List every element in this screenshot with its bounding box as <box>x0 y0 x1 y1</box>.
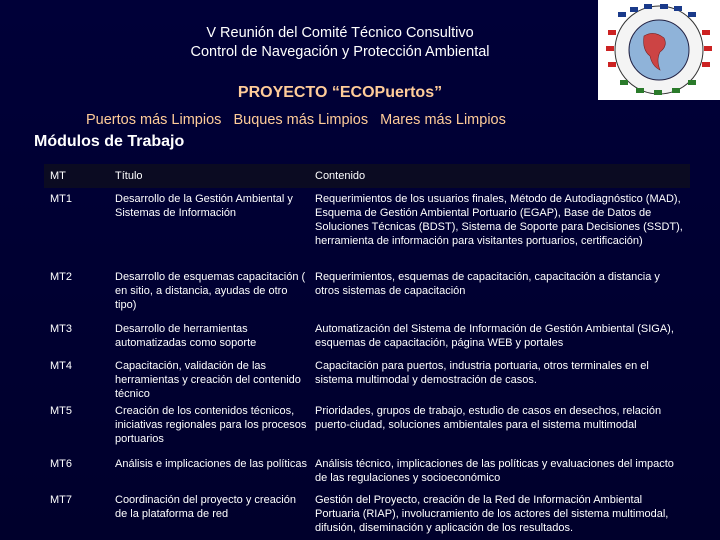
header-contenido: Contenido <box>315 170 366 182</box>
cell-titulo: Desarrollo de la Gestión Ambiental y Sistemas de Información <box>115 193 293 219</box>
cell-mt: MT4 <box>50 360 72 372</box>
cell-titulo: Análisis e implicaciones de las políticas <box>115 458 307 470</box>
cell-contenido: Requerimientos de los usuarios finales, Método de Autodiagnóstico (MAD), Esquema de Gestión Ambiental Portuario (EGAP), Base de Datos de Soluciones Técnicas (BDST), Sistema de Soporte para Decisiones (SSDT), herramienta de información para visitantes portuarios, certificación) <box>315 193 683 247</box>
table-row <box>44 404 690 457</box>
table-row <box>44 359 690 404</box>
table-row <box>44 270 690 322</box>
modules-table <box>44 164 690 538</box>
cell-titulo: Capacitación, validación de las herramientas y creación del contenido técnico <box>115 360 301 400</box>
cell-mt: MT5 <box>50 405 72 417</box>
header-titulo: Título <box>115 170 143 182</box>
project-slogan: Puertos más Limpios Buques más Limpios Mares más Limpios <box>86 112 506 128</box>
table-row <box>44 322 690 359</box>
cell-contenido: Automatización del Sistema de Información de Gestión Ambiental (SIGA), esquemas de capacitación, página WEB y portales <box>315 323 674 349</box>
logo <box>598 0 720 100</box>
header-mt: MT <box>50 170 66 182</box>
cell-titulo: Desarrollo de esquemas capacitación ( en sitio, a distancia, ayudas de otro tipo) <box>115 271 306 311</box>
cell-titulo: Creación de los contenidos técnicos, iniciativas regionales para los procesos portuarios <box>115 405 307 445</box>
meeting-subtitle: Control de Navegación y Protección Ambiental <box>190 44 490 60</box>
cell-mt: MT1 <box>50 193 72 205</box>
table-row <box>44 457 690 493</box>
inter-american-ports-commission-logo-icon <box>598 0 720 100</box>
table-row <box>44 493 690 538</box>
cell-mt: MT3 <box>50 323 72 335</box>
table-header-row <box>44 164 690 188</box>
modules-heading: Módulos de Trabajo <box>34 133 185 150</box>
cell-contenido: Capacitación para puertos, industria portuaria, otros terminales en el sistema multimodal y demostración de casos. <box>315 360 649 386</box>
cell-contenido: Gestión del Proyecto, creación de la Red de Información Ambiental Portuaria (RIAP), involucramiento de los actores del sistema multimodal, difusión, diseminación y aplicación de los resultados. <box>315 494 669 534</box>
cell-mt: MT2 <box>50 271 72 283</box>
cell-titulo: Coordinación del proyecto y creación de la plataforma de red <box>115 494 296 520</box>
meeting-title: V Reunión del Comité Técnico Consultivo <box>206 25 474 41</box>
cell-contenido: Prioridades, grupos de trabajo, estudio de casos en desechos, relación puerto-ciudad, soluciones ambientales para el sistema multimodal <box>315 405 662 431</box>
cell-mt: MT6 <box>50 458 72 470</box>
cell-mt: MT7 <box>50 494 72 506</box>
cell-titulo: Desarrollo de herramientas automatizadas como soporte <box>115 323 257 349</box>
project-title: PROYECTO “ECOPuertos” <box>237 84 443 101</box>
cell-contenido: Análisis técnico, implicaciones de las políticas y evaluaciones del impacto de las regulaciones y socioeconómico <box>315 458 674 484</box>
cell-contenido: Requerimientos, esquemas de capacitación, capacitación a distancia y otros sistemas de capacitación <box>315 271 660 297</box>
table-row <box>44 192 690 270</box>
